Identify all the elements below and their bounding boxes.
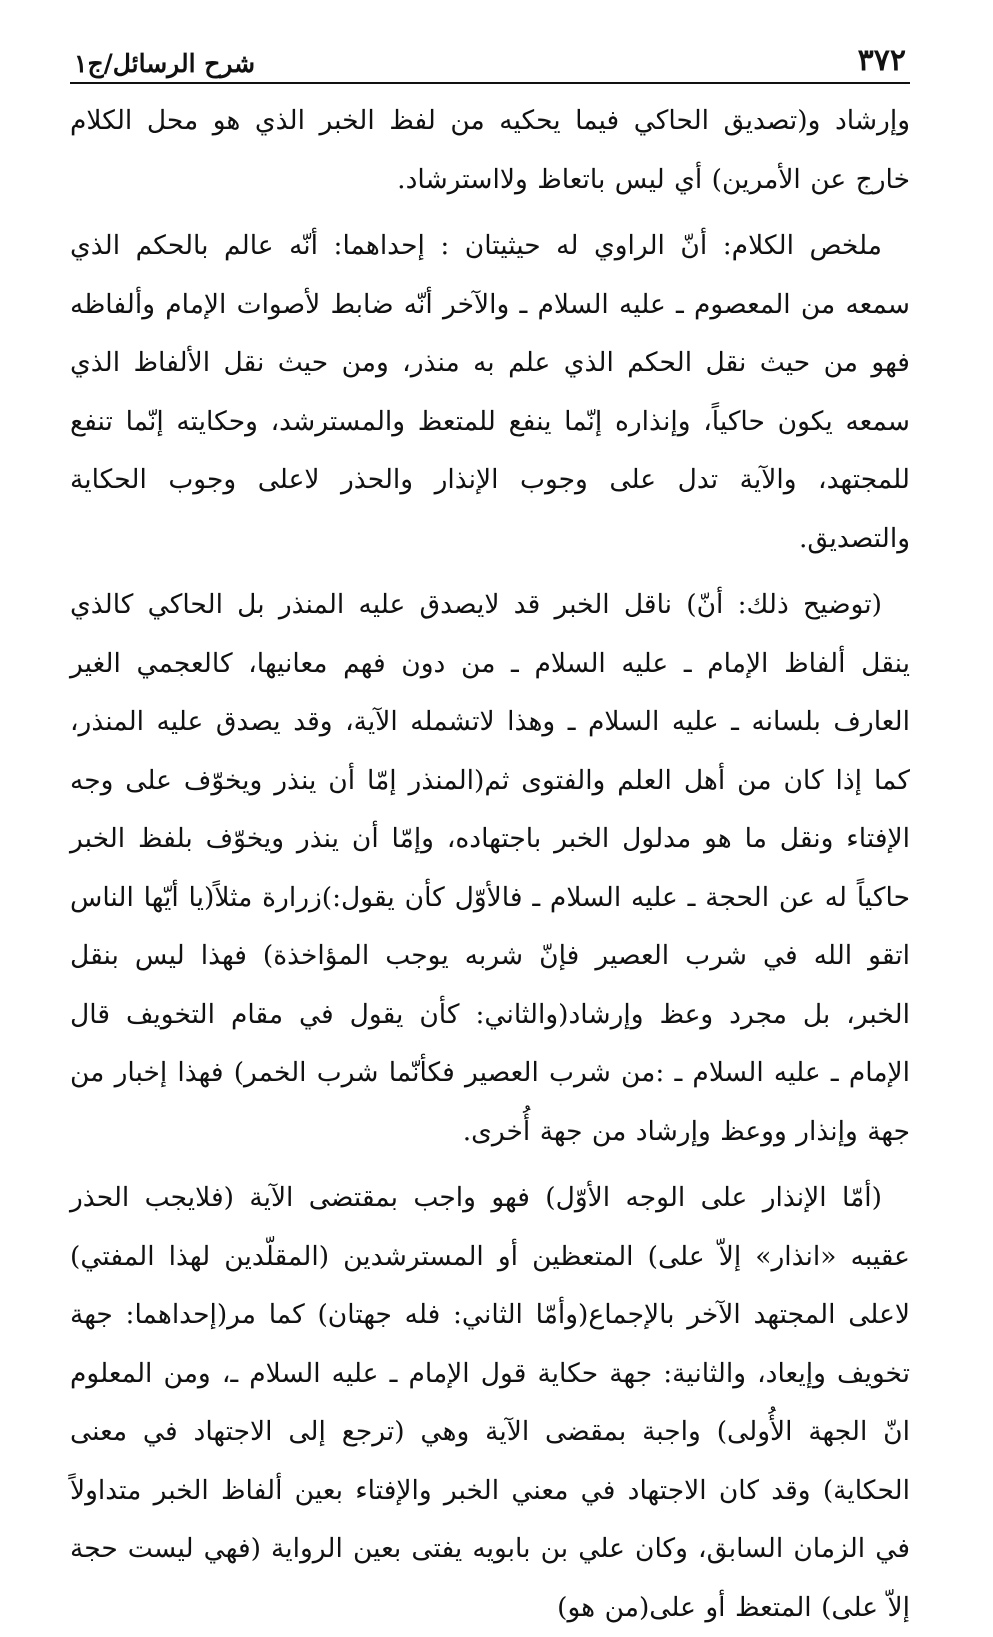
text-line: بابويه يفتى بعين الرواية (فهي ليست حجة إلاّ على) المتعظ أو على(من هو) (70, 1533, 910, 1623)
page-header (70, 28, 910, 84)
paragraph (70, 576, 910, 1161)
text-line: تدل على وجوب الإنذار والحذر لاعلى وجوب الحكاية والتصديق. (70, 464, 910, 554)
text-line: ـ عليه السلام ـ وهذا لاتشمله الآية، وقد يصدق عليه المنذر، كما إذا كان من أهل العلم (70, 706, 910, 796)
paragraph (70, 1169, 910, 1637)
text-line: كأن يقول:)زرارة مثلاً(يا أيّها الناس اتقو الله في شرب العصير فإنّ شربه يوجب (70, 881, 910, 971)
book-page (70, 28, 910, 1637)
text-line: عقيبه «انذار» إلاّ على) المتعظين أو المسترشدين (المقلّدين لهذا المفتي) لاعلى (70, 1240, 910, 1330)
text-line: (أمّا الإنذار على الوجه الأوّل) فهو واجب بمقتضى الآية (فلايجب الحذر (70, 1182, 882, 1213)
text-line: المؤاخذة) فهذا ليس بنقل الخبر، بل مجرد وعظ وإرشاد(والثاني: كأن يقول في مقام (70, 940, 910, 1030)
text-line: من جهة وإنذار ووعظ وإرشاد من جهة أُخرى. (70, 1057, 910, 1147)
text-line: وإيعاد، والثانية: جهة حكاية قول الإمام ـ عليه السلام ـ، ومن المعلوم انّ الجهة الأُولى) (70, 1357, 910, 1447)
text-line: واجبة بمقضى الآية وهي (ترجع إلى الاجتهاد في معنى الحكاية) وقد كان الاجتهاد (70, 1416, 910, 1506)
text-line: التخويف قال الإمام ـ عليه السلام ـ :من شرب العصير فكأنّما شرب الخمر) فهذا إخبار (70, 998, 910, 1088)
text-line: وإرشاد و(تصديق الحاكي فيما يحكيه من لفظ الخبر الذي هو محل الكلام خارج (70, 105, 910, 195)
text-line: ملخص الكلام: أنّ الراوي له حيثيتان : إحداهما: أنّه عالم بالحكم الذي (70, 230, 882, 261)
text-line: حاكياً، وإنذاره إنّما ينفع للمتعظ والمسترشد، وحكايته إنّما تنفع للمجتهد، والآية (70, 405, 910, 495)
text-line: المجتهد الآخر بالإجماع(وأمّا الثاني: فله جهتان) كما مر(إحداهما: جهة تخويف (70, 1299, 910, 1389)
text-line: (توضيح ذلك: أنّ) ناقل الخبر قد لايصدق عليه المنذر بل الحاكي كالذي (70, 589, 882, 620)
text-line: والفتوى ثم(المنذر إمّا أن ينذر ويخوّف على وجه الإفتاء ونقل ما هو مدلول الخبر (70, 764, 910, 854)
text-line: حيث نقل الحكم الذي علم به منذر، ومن حيث نقل الألفاظ الذي سمعه يكون (70, 347, 910, 437)
text-line: عن الأمرين) أي ليس باتعاظ ولااسترشاد. (397, 163, 847, 195)
running-title: شرح الرسائل/ج١ (74, 49, 256, 78)
text-line: ينقل ألفاظ الإمام ـ عليه السلام ـ من دون فهم معانيها، كالعجمي الغير العارف بلسانه (70, 647, 910, 737)
paragraph (70, 92, 910, 209)
text-line: سمعه من المعصوم ـ عليه السلام ـ والآخر أنّه ضابط لأصوات الإمام وألفاظه فهو من (70, 288, 910, 378)
body-text (70, 84, 910, 1637)
text-line: باجتهاده، وإمّا أن ينذر ويخوّف بلفظ الخبر حاكياً له عن الحجة ـ عليه السلام ـ فالأوّل (70, 823, 910, 913)
text-line: في معني الخبر والإفتاء بعين ألفاظ الخبر متداولاً في الزمان السابق، وكان علي بن (70, 1474, 910, 1564)
page-number: ٣٧٢ (857, 43, 906, 78)
paragraph (70, 217, 910, 568)
